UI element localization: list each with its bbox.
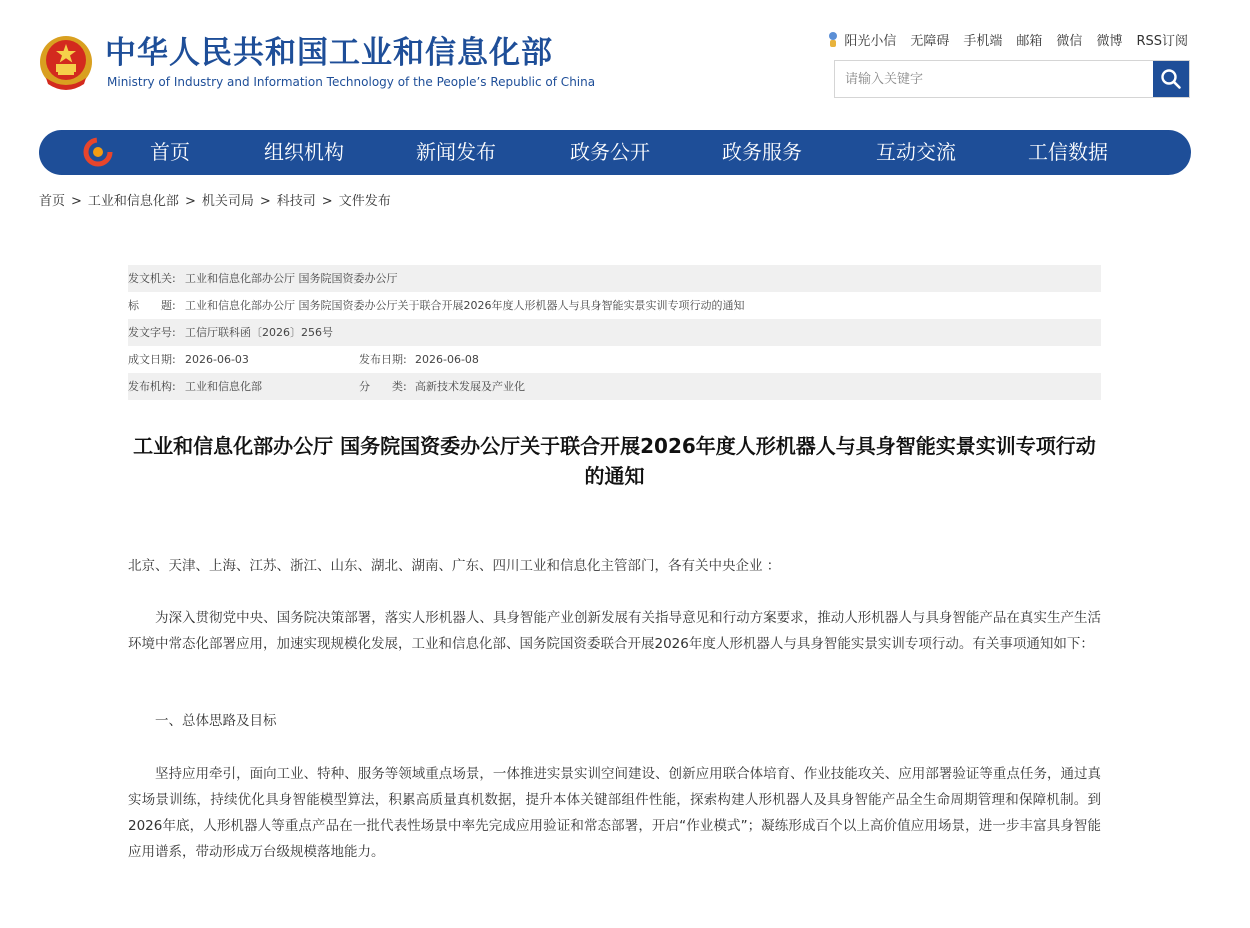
meta-row-dates [128,346,1101,373]
meta-label: 成文日期: [128,353,176,366]
meta-label: 发文机关: [128,272,176,285]
article-title: 工业和信息化部办公厅 国务院国资委办公厅关于联合开展2026年度人形机器人与具身智能实景实训专项行动的通知 [133,434,1096,488]
breadcrumb-ministry[interactable]: 工业和信息化部 [87,194,179,209]
meta-label: 发布日期: [359,353,407,366]
meta-value: 2026-06-08 [415,353,479,366]
breadcrumb-departments[interactable]: 机关司局 [201,194,254,209]
ministry-logo-icon[interactable] [83,137,113,167]
article-intro: 为深入贯彻党中央、国务院决策部署，落实人形机器人、具身智能产业创新发展有关指导意见和行动方案要求，推动人形机器人与具身智能产品在真实生产生活环境中常态化部署应用，加速实现规模化发展，工业和信息化部、国务院国资委联合开展2026年度人形机器人与具身智能实景实训专项行动。有关事项通知如下： [128,610,1101,652]
nav-data[interactable]: 工信数据 [1028,140,1108,164]
meta-row-doc-no [128,319,1101,346]
breadcrumb-sep: > [259,194,271,209]
document-meta-table [128,265,1101,400]
search-box [834,60,1190,98]
meta-value: 工信厅联科函〔2026〕256号 [185,326,333,339]
breadcrumb-documents[interactable]: 文件发布 [338,194,391,209]
top-link-rss[interactable]: RSS订阅 [1136,34,1188,49]
meta-value: 工业和信息化部办公厅 国务院国资委办公厅关于联合开展2026年度人形机器人与具身智能实景实训专项行动的通知 [185,299,745,312]
breadcrumb-sep: > [184,194,196,209]
meta-value: 工业和信息化部办公厅 国务院国资委办公厅 [185,272,398,285]
top-link-wechat[interactable]: 微信 [1056,34,1083,49]
top-links [812,30,1188,49]
article-salutation: 北京、天津、上海、江苏、浙江、山东、湖北、湖南、广东、四川工业和信息化主管部门，各有关中央企业 ： [128,558,781,574]
nav-gov-affairs[interactable]: 政务公开 [570,140,650,164]
section-heading: 一、总体思路及目标 [155,713,277,729]
meta-row-publisher [128,373,1101,400]
meta-label: 发文字号: [128,326,176,339]
meta-value: 高新技术发展及产业化 [415,380,525,393]
site-header [0,0,1250,120]
search-button[interactable] [1153,61,1189,97]
top-link-label: 阳光小信 [844,34,897,49]
meta-value: 2026-06-03 [185,353,249,366]
top-link-weibo[interactable]: 微博 [1096,34,1123,49]
nav-gov-services[interactable]: 政务服务 [722,140,802,164]
top-link-mobile[interactable]: 手机端 [963,34,1003,49]
site-title[interactable]: 中华人民共和国工业和信息化部 [105,35,553,71]
meta-value: 工业和信息化部 [185,380,262,393]
meta-label: 发布机构: [128,380,176,393]
search-icon [1160,68,1182,90]
breadcrumb-sep: > [321,194,333,209]
meta-row-issuer [128,265,1101,292]
meta-label: 标 题: [128,299,176,312]
meta-label: 分 类: [359,380,407,393]
section-body: 坚持应用牵引，面向工业、特种、服务等领域重点场景，一体推进实景实训空间建设、创新应用联合体培育、作业技能攻关、应用部署验证等重点任务，通过真实场景训练，持续优化具身智能模型算法，积累高质量真机数据，提升本体关键部组件性能，探索构建人形机器人及具身智能产品全生命周期管理和保障机制。到2026年底，人形机器人等重点产品在一批代表性场景中率先完成应用验证和常态部署，开启“作业模式”；凝练形成百个以上高价值应用场景，进一步丰富具身智能应用谱系，带动形成万台级规模落地能力。 [128,766,1101,860]
nav-organization[interactable]: 组织机构 [264,140,344,164]
breadcrumb-sep: > [71,194,82,209]
nav-home[interactable]: 首页 [150,140,190,164]
breadcrumb [39,193,391,211]
nav-interaction[interactable]: 互动交流 [876,140,956,164]
mascot-icon [826,31,840,49]
top-link-mail[interactable]: 邮箱 [1016,34,1043,49]
breadcrumb-home[interactable]: 首页 [39,194,66,209]
nav-news[interactable]: 新闻发布 [416,140,496,164]
meta-row-title [128,292,1101,319]
main-nav [39,130,1191,175]
breadcrumb-science-dept[interactable]: 科技司 [276,194,316,209]
search-input[interactable] [835,61,1153,97]
top-link-accessibility[interactable]: 无障碍 [910,34,950,49]
national-emblem-icon[interactable] [38,34,94,94]
site-subtitle: Ministry of Industry and Information Technology of the People’s Republic of China [107,75,596,89]
top-link-sunshine[interactable] [826,30,896,49]
